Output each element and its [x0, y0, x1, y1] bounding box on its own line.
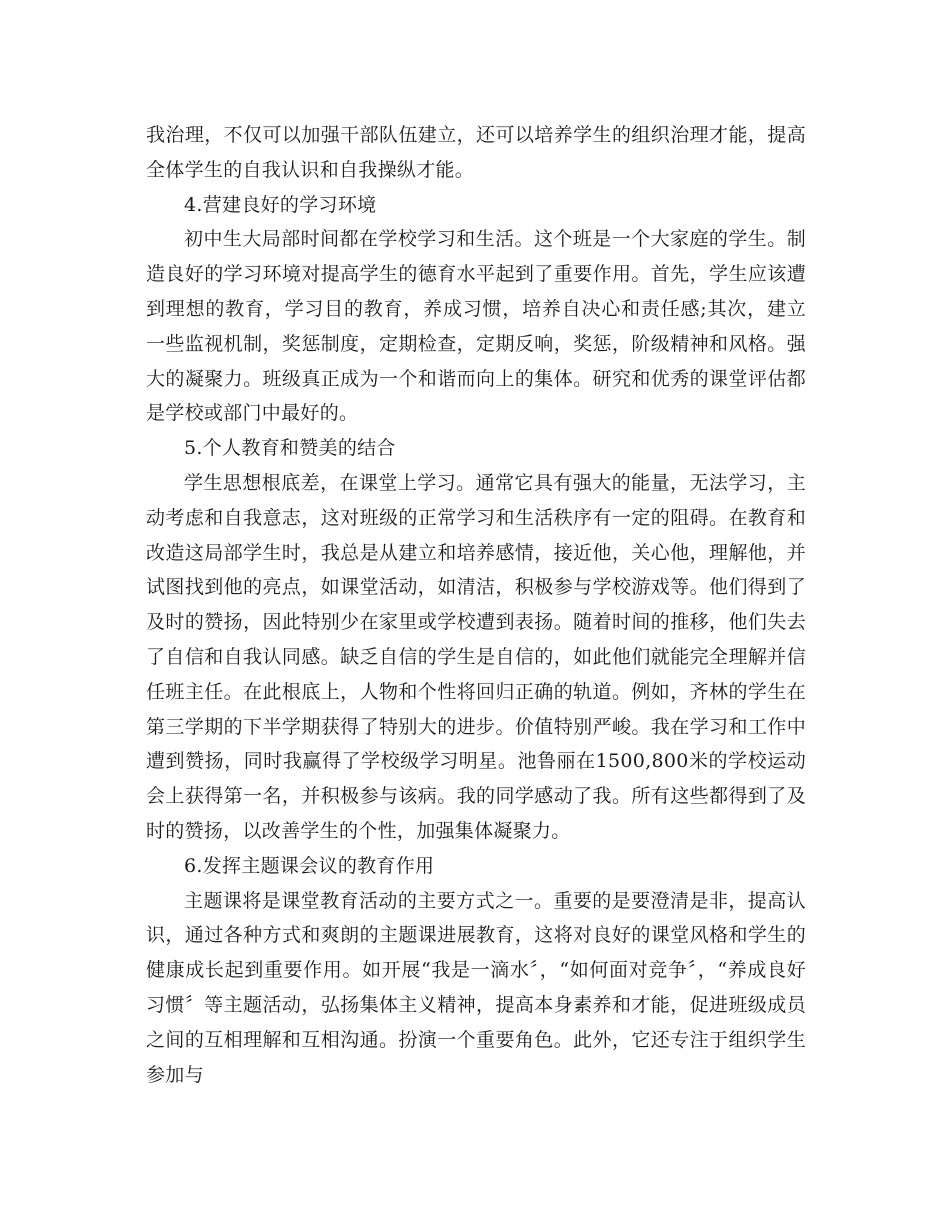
document-body	[146, 118, 806, 1092]
section-heading-5: 5.个人教育和赞美的结合	[184, 437, 396, 460]
section-heading-4: 4.营建良好的学习环境	[184, 193, 377, 216]
section-heading-6: 6.发挥主题课会议的教育作用	[184, 854, 435, 877]
paragraph-learning-environment: 初中生大局部时间都在学校学习和生活。这个班是一个大家庭的学生。制造良好的学习环境对提高学生的德育水平起到了重要作用。首先，学生应该遭到理想的教育，学习目的教育，养成习惯，培养自决心和责任感;其次，建立一些监视机制，奖惩制度，定期检查，定期反响，奖惩，阶级精神和风格。强大的凝聚力。班级真正成为一个和谐而向上的集体。研究和优秀的课堂评估都是学校或部门中最好的。	[146, 228, 806, 425]
paragraph-continuation: 我治理，不仅可以加强干部队伍建立，还可以培养学生的组织治理才能，提高全体学生的自我认识和自我操纵才能。	[146, 124, 806, 181]
paragraph-theme-class: 主题课将是课堂教育活动的主要方式之一。重要的是要澄清是非，提高认识，通过各种方式和爽朗的主题课进展教育，这将对良好的课堂风格和学生的健康成长起到重要作用。如开展“我是一滴水〞，“如何面对竞争〞，“养成良好习惯〞等主题活动，弘扬集体主义精神，提高本身素养和才能，促进班级成员之间的互相理解和互相沟通。扮演一个重要角色。此外，它还专注于组织学生参加与	[146, 889, 806, 1086]
paragraph-individual-education: 学生思想根底差，在课堂上学习。通常它具有强大的能量，无法学习，主动考虑和自我意志，这对班级的正常学习和生活秩序有一定的阻碍。在教育和改造这局部学生时，我总是从建立和培养感情，接近他，关心他，理解他，并试图找到他的亮点，如课堂活动，如清洁，积极参与学校游戏等。他们得到了及时的赞扬，因此特别少在家里或学校遭到表扬。随着时间的推移，他们失去了自信和自我认同感。缺乏自信的学生是自信的，如此他们就能完全理解并信任班主任。在此根底上，人物和个性将回归正确的轨道。例如，齐林的学生在第三学期的下半学期获得了特别大的进步。价值特别严峻。我在学习和工作中遭到赞扬，同时我赢得了学校级学习明星。池鲁丽在1500,800米的学校运动会上获得第一名，并积极参与该病。我的同学感动了我。所有这些都得到了及时的赞扬，以改善学生的个性，加强集体凝聚力。	[146, 471, 806, 842]
